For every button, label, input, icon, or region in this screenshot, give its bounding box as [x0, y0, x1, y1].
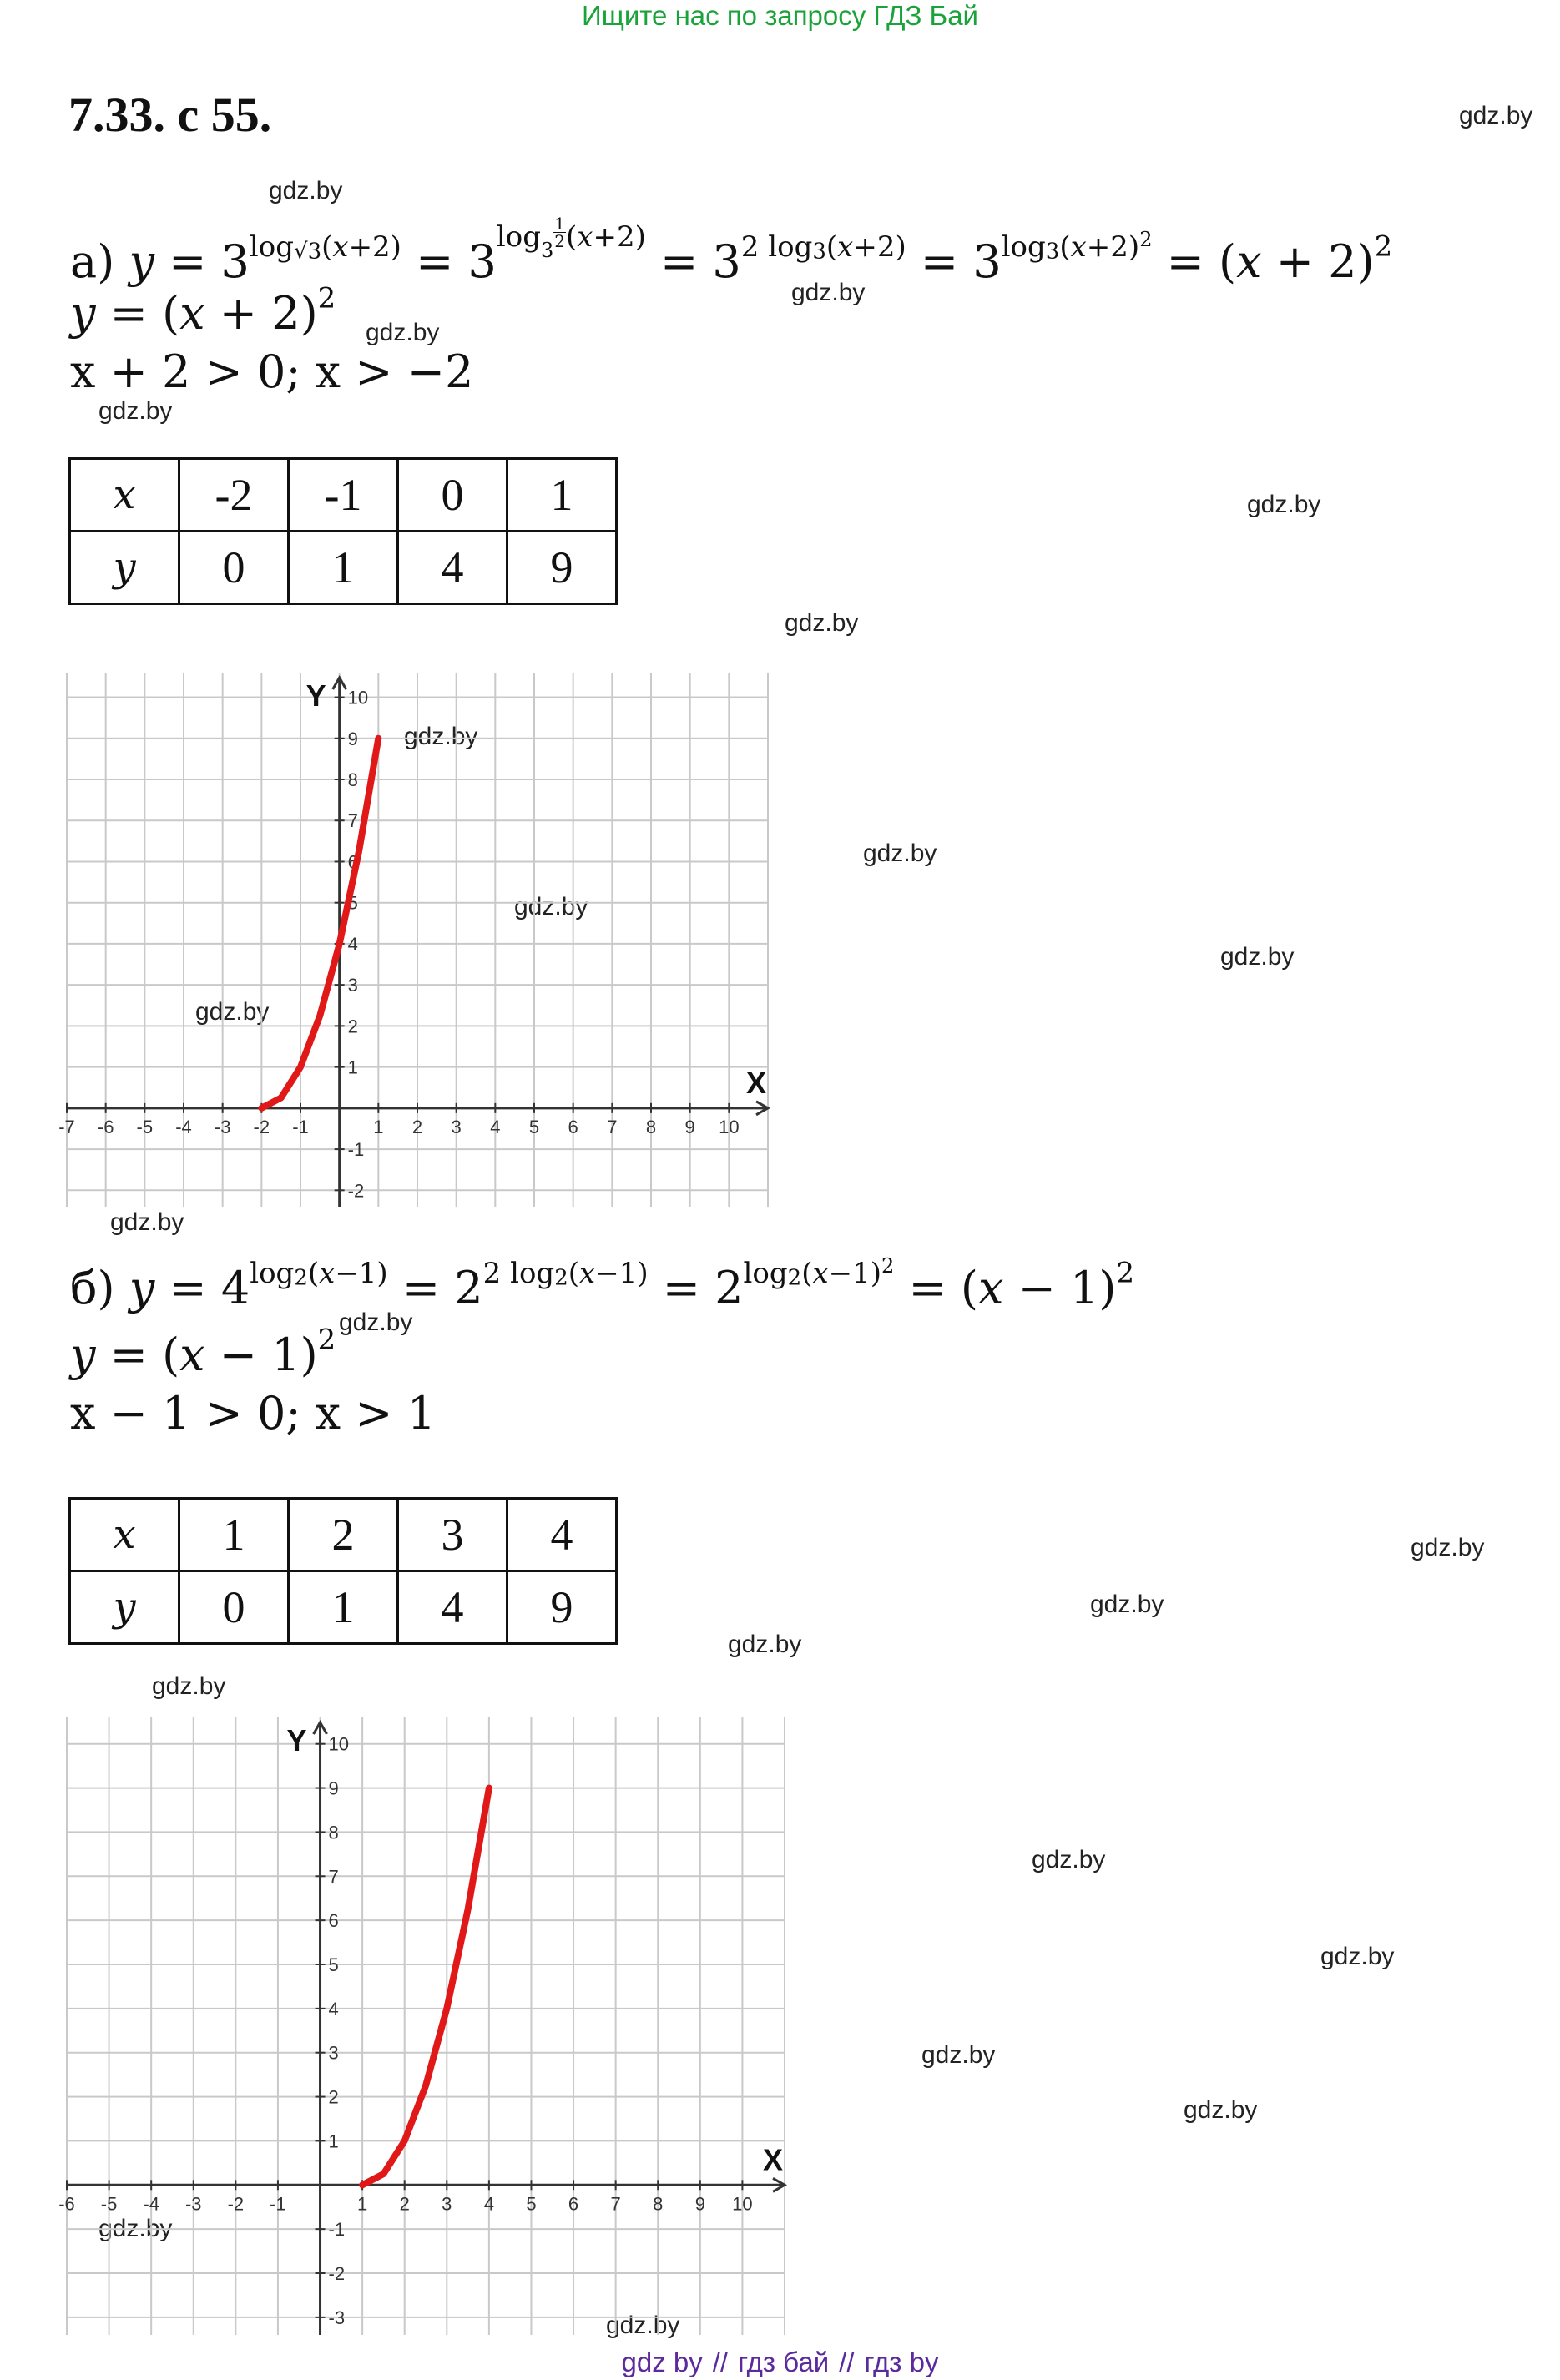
part-b-value-table — [68, 1497, 618, 1645]
part-b-equation: б) $y = 4^{log_2(x-1)} = 2^{2 log_2(x-1)} = 2^{log_2(x-1)^2} = (x - 1)^2$ — [70, 1253, 1135, 1314]
x-tick-label: -4 — [175, 1116, 192, 1137]
x-tick-label: 3 — [442, 2193, 452, 2215]
footer-separator: // — [712, 2347, 729, 2377]
part-a-equation: а) $y = 3^{log_{√3}(x+2)} = 3^{log3 \frac{1}{2} (x+2)} = 3^{2 log_3(x+2)} = 3^{log_3(x+2)^2} = (x + 2)^2$ — [70, 214, 1393, 289]
y-tick-label: 3 — [347, 975, 358, 996]
x-tick-label: 5 — [526, 2193, 537, 2215]
watermark: gdz.by — [785, 609, 859, 637]
watermark: gdz.by — [152, 1672, 226, 1700]
x-tick-label: 2 — [399, 2193, 410, 2215]
part-a-label: а) — [70, 235, 115, 289]
y-tick-label: 8 — [347, 769, 358, 790]
y-tick-label: -1 — [347, 1139, 365, 1161]
function-curve — [261, 739, 378, 1108]
x-tick-label: 5 — [528, 1116, 540, 1137]
table-cell: 0 — [179, 532, 289, 604]
task-title: 7.33. с 55. — [68, 88, 272, 142]
watermark: gdz.by — [269, 177, 343, 204]
x-tick-label: -1 — [292, 1116, 309, 1137]
watermark: gdz.by — [1184, 2096, 1258, 2124]
part-b-label: б) — [70, 1262, 115, 1314]
watermark: gdz.by — [606, 2312, 680, 2339]
y-tick-label: 2 — [328, 2086, 339, 2108]
x-axis-label: X — [763, 2142, 784, 2177]
y-axis-label: Y — [286, 1723, 307, 1757]
x-tick-label: -2 — [253, 1116, 270, 1137]
graph-part-b — [58, 1717, 785, 2335]
x-tick-label: 6 — [568, 2193, 579, 2215]
y-tick-label: 5 — [328, 1954, 339, 1975]
table-cell: -1 — [289, 459, 398, 532]
watermark: gdz.by — [728, 1631, 802, 1658]
table-cell: 0 — [398, 459, 507, 532]
y-tick-label: -2 — [328, 2263, 346, 2284]
y-tick-label: 9 — [347, 728, 358, 749]
table-cell: 1 — [507, 459, 617, 532]
y-tick-label: 10 — [347, 687, 369, 708]
y-tick-label: 9 — [328, 1777, 339, 1799]
x-tick-label: -2 — [227, 2193, 245, 2215]
x-tick-label: 8 — [653, 2193, 664, 2215]
y-tick-label: 7 — [347, 810, 358, 832]
part-a-domain: x + 2 > 0; x > −2 — [70, 345, 474, 398]
footer-link[interactable]: gdz by — [621, 2347, 703, 2377]
watermark: gdz.by — [404, 723, 478, 750]
x-tick-label: -3 — [184, 2193, 202, 2215]
y-tick-label: -2 — [347, 1180, 365, 1202]
watermark: gdz.by — [195, 998, 270, 1026]
y-tick-label: 6 — [328, 1910, 339, 1932]
watermark: gdz.by — [1411, 1534, 1485, 1561]
x-tick-label: 7 — [610, 2193, 621, 2215]
watermark: gdz.by — [1032, 1846, 1106, 1873]
y-tick-label: 2 — [347, 1016, 358, 1037]
y-axis-label: Y — [305, 678, 326, 713]
table-cell: 4 — [398, 1571, 507, 1644]
y-tick-label: -1 — [328, 2219, 346, 2241]
table-cell: 1 — [289, 1571, 398, 1644]
table-cell: 4 — [398, 532, 507, 604]
x-tick-label: 2 — [411, 1116, 423, 1137]
watermark: gdz.by — [1090, 1591, 1164, 1618]
watermark: gdz.by — [1459, 102, 1533, 129]
part-a-simplified: $y = (x + 2)^2$ — [70, 281, 336, 340]
watermark: gdz.by — [514, 893, 588, 920]
x-tick-label: -7 — [58, 1116, 75, 1137]
watermark: gdz.by — [339, 1308, 413, 1336]
x-tick-label: 7 — [607, 1116, 618, 1137]
x-tick-label: 1 — [373, 1116, 384, 1137]
watermark: gdz.by — [366, 319, 440, 346]
table-cell: 9 — [507, 1571, 617, 1644]
x-tick-label: 10 — [719, 1116, 740, 1137]
function-curve — [362, 1788, 489, 2186]
table-cell: 0 — [179, 1571, 289, 1644]
y-tick-label: 4 — [328, 1998, 339, 2019]
part-b-domain: x − 1 > 0; x > 1 — [70, 1387, 437, 1440]
table-cell: 1 — [179, 1499, 289, 1571]
y-tick-label: -3 — [328, 2307, 346, 2328]
x-tick-label: -6 — [97, 1116, 114, 1137]
watermark: gdz.by — [98, 397, 173, 425]
part-a-value-table — [68, 457, 618, 605]
search-banner[interactable]: Ищите нас по запросу ГДЗ Бай — [582, 0, 978, 31]
watermark: gdz.by — [863, 840, 937, 867]
table-cell: 9 — [507, 532, 617, 604]
x-tick-label: -4 — [143, 2193, 159, 2215]
footer-links — [0, 2347, 1560, 2378]
x-tick-label: -3 — [214, 1116, 231, 1137]
y-tick-label: 5 — [347, 892, 358, 914]
y-header-cell: y — [70, 1571, 179, 1644]
y-header-cell: y — [70, 532, 179, 604]
watermark: gdz.by — [1247, 491, 1321, 518]
watermark: gdz.by — [98, 2215, 173, 2242]
x-tick-label: 3 — [451, 1116, 462, 1137]
watermark: gdz.by — [110, 1208, 184, 1236]
x-tick-label: 10 — [732, 2193, 753, 2215]
table-cell: 1 — [289, 532, 398, 604]
table-cell: 4 — [507, 1499, 617, 1571]
x-tick-label: 9 — [694, 2193, 705, 2215]
watermark: gdz.by — [921, 2041, 996, 2069]
part-b-simplified: $y = (x - 1)^2$ — [70, 1323, 336, 1381]
table-row — [70, 532, 617, 604]
y-tick-label: 8 — [328, 1822, 339, 1843]
x-tick-label: 1 — [356, 2193, 368, 2215]
x-tick-label: 9 — [684, 1116, 695, 1137]
x-axis-label: X — [746, 1065, 767, 1100]
y-tick-label: 10 — [328, 1733, 350, 1755]
y-tick-label: 1 — [328, 2130, 339, 2152]
table-row — [70, 1571, 617, 1644]
x-tick-label: -1 — [270, 2193, 286, 2215]
x-tick-label: 6 — [568, 1116, 578, 1137]
table-cell: -2 — [179, 459, 289, 532]
x-tick-label: -5 — [136, 1116, 154, 1137]
x-header-cell: x — [70, 1499, 179, 1571]
table-row — [70, 1499, 617, 1571]
x-header-cell: x — [70, 459, 179, 532]
footer-separator: // — [839, 2347, 855, 2377]
table-cell: 2 — [289, 1499, 398, 1571]
watermark: gdz.by — [791, 279, 866, 306]
y-tick-label: 3 — [328, 2042, 339, 2064]
table-row — [70, 459, 617, 532]
x-tick-label: -6 — [58, 2193, 75, 2215]
y-tick-label: 7 — [328, 1866, 339, 1888]
x-tick-label: 4 — [490, 1116, 501, 1137]
y-tick-label: 6 — [347, 851, 358, 873]
watermark: gdz.by — [1220, 943, 1295, 971]
footer-link[interactable]: гдз бай — [738, 2347, 830, 2377]
graph-part-a — [58, 673, 768, 1207]
x-tick-label: -5 — [100, 2193, 118, 2215]
y-tick-label: 4 — [347, 933, 358, 955]
y-tick-label: 1 — [347, 1056, 358, 1078]
footer-link[interactable]: гдз by — [864, 2347, 939, 2377]
table-cell: 3 — [398, 1499, 507, 1571]
x-tick-label: 4 — [483, 2193, 495, 2215]
x-tick-label: 8 — [645, 1116, 657, 1137]
watermark: gdz.by — [1320, 1943, 1395, 1970]
